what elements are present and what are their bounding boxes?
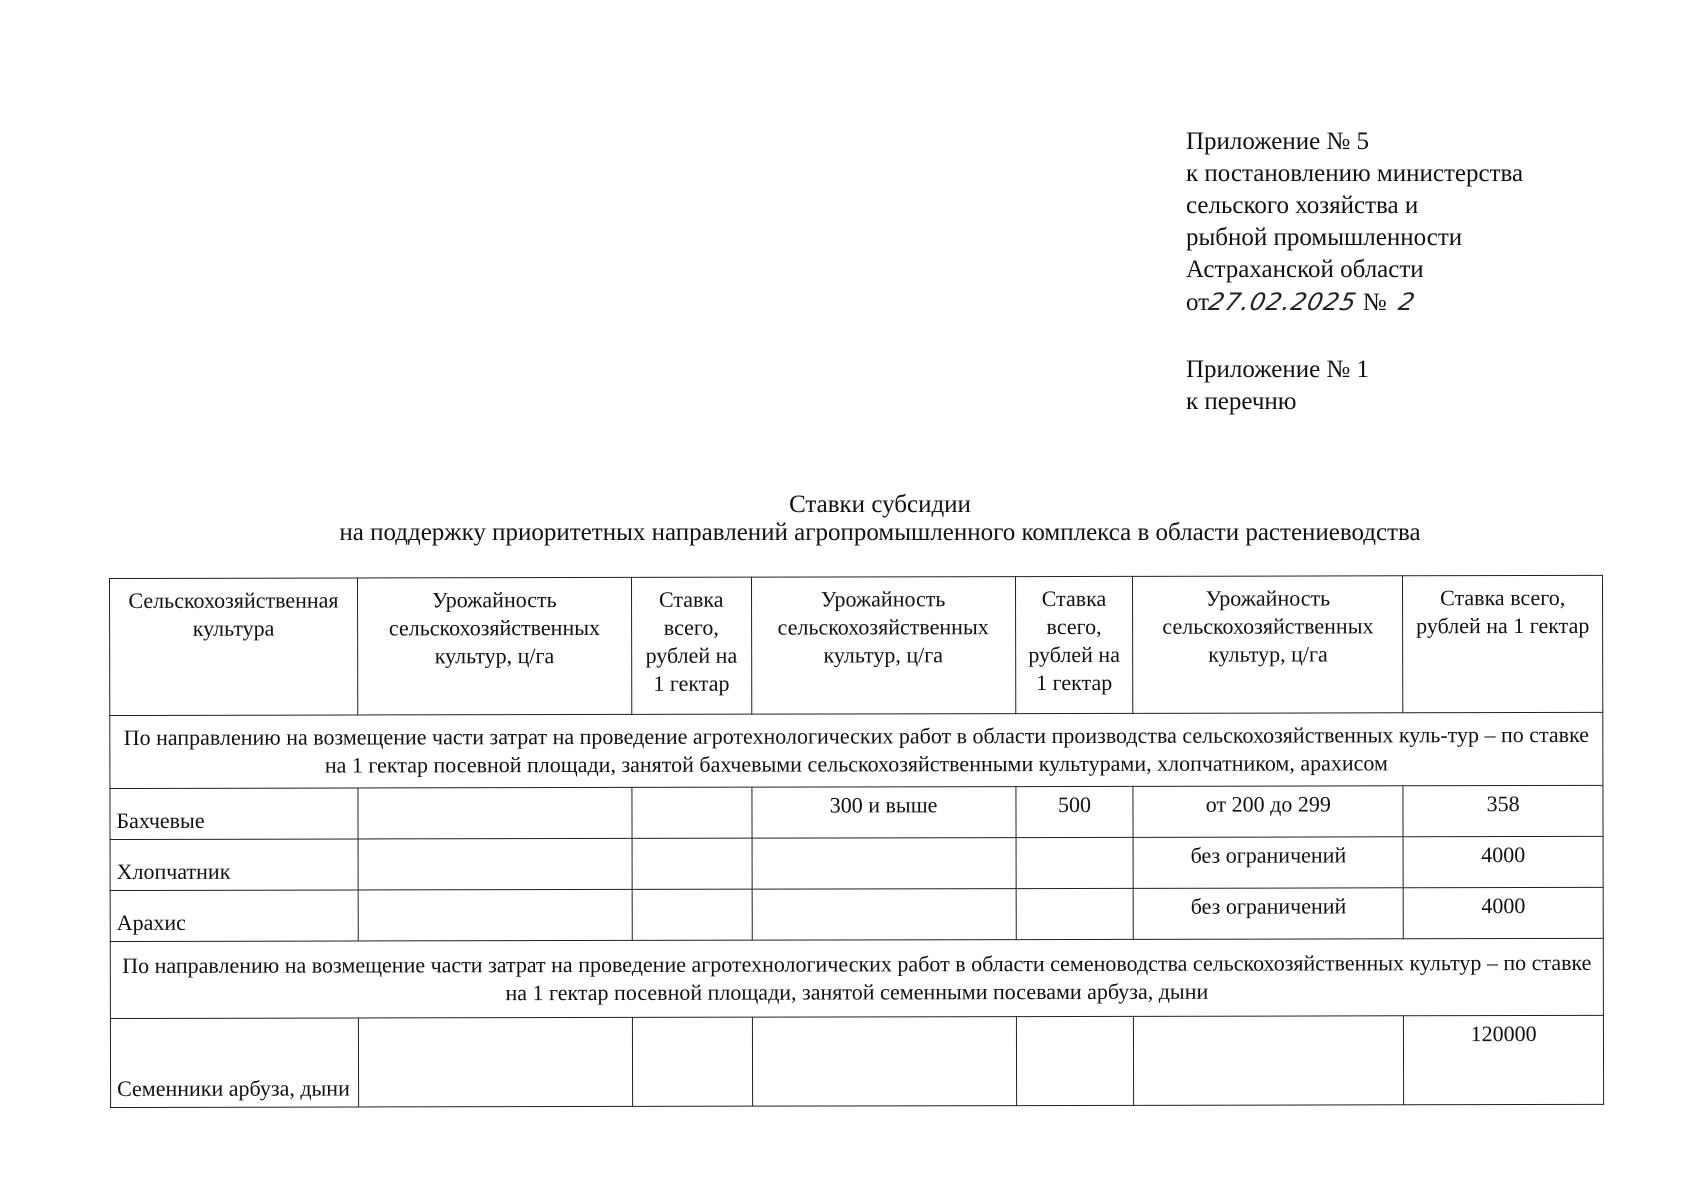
table-cell: от 200 до 299 [1133, 786, 1403, 838]
appendix-header [1186, 126, 1523, 319]
section-row [110, 938, 1603, 1018]
subsidy-rates-table [109, 575, 1604, 1108]
handwritten-number: 2 [1396, 288, 1419, 316]
table-cell [632, 838, 752, 889]
column-header: Урожайность сельскохозяйственных культур, ц/га [357, 577, 631, 715]
table-cell: без ограничений [1134, 888, 1404, 940]
crop-name-cell: Бахчевые [110, 788, 358, 840]
section-row [110, 712, 1603, 788]
table-cell: 358 [1403, 785, 1603, 836]
table-cell [358, 838, 632, 890]
table-cell: 4000 [1403, 887, 1603, 938]
appendix-date-line [1186, 286, 1523, 319]
table-cell: 500 [1015, 786, 1133, 837]
table-row [110, 887, 1603, 941]
table-cell: 4000 [1403, 836, 1603, 887]
table-cell [1016, 837, 1134, 888]
document-subtitle: на поддержку приоритетных направлений агропромышленного комплекса в области растениеводства [339, 519, 1421, 546]
table-cell: 300 и выше [752, 787, 1016, 839]
table-row [110, 836, 1603, 890]
table-cell [632, 1017, 752, 1106]
table-cell [358, 889, 632, 941]
appendix-line: Астраханской области [1186, 256, 1424, 283]
column-header: Сельскохозяйственная культура [110, 578, 358, 716]
crop-name-cell: Хлопчатник [110, 839, 358, 891]
table-cell [632, 889, 752, 940]
appendix-line: Приложение № 1 [1186, 356, 1370, 383]
handwritten-date: 27.02.2025 [1206, 288, 1360, 316]
table-cell [632, 787, 752, 838]
column-header: Ставка всего, рублей на 1 гектар [1403, 575, 1603, 712]
table-cell [1016, 888, 1134, 939]
table-cell [1134, 1016, 1404, 1106]
appendix-line: Приложение № 5 [1186, 128, 1370, 155]
date-prefix: от [1186, 289, 1210, 316]
section-heading: По направлению на возмещение части затрат на проведение агротехнологических работ в области семеноводства сельскохозяйственных культур – по ставке на 1 гектар посевной площади, занятой семенными посевами арбуза, дыни [110, 938, 1603, 1018]
crop-name-cell: Семенники арбуза, дыни [110, 1018, 358, 1108]
section-heading: По направлению на возмещение части затрат на проведение агротехнологических работ в области производства сельскохозяйственных куль-тур – по ставке на 1 гектар посевной площади, занятой бахчевыми сельскохозяйственными культурами, хлопчатником, арахисом [110, 712, 1603, 788]
appendix-line: к перечню [1186, 388, 1297, 415]
table-header-row [110, 575, 1603, 715]
table-row [110, 785, 1603, 839]
table-row [110, 1015, 1603, 1107]
table-cell [358, 787, 632, 839]
document-title: Ставки субсидии [789, 491, 971, 518]
appendix-line: сельского хозяйства и [1186, 192, 1419, 219]
table-cell [358, 1017, 632, 1107]
table-cell [752, 1017, 1016, 1107]
appendix-subheader [1186, 354, 1369, 418]
column-header: Ставка всего, рублей на 1 гектар [631, 577, 751, 714]
column-header: Урожайность сельскохозяйственных культур, ц/га [1133, 576, 1403, 714]
table-cell [752, 889, 1016, 941]
number-label: № [1362, 289, 1387, 316]
appendix-line: рыбной промышленности [1186, 224, 1463, 251]
table-cell: без ограничений [1133, 837, 1403, 889]
table-cell: 120000 [1404, 1015, 1604, 1104]
appendix-line: к постановлению министерства [1186, 160, 1524, 187]
table-cell [752, 838, 1016, 890]
column-header: Ставка всего, рублей на 1 гектар [1015, 576, 1133, 713]
table-cell [1016, 1016, 1134, 1105]
crop-name-cell: Арахис [110, 890, 358, 942]
column-header: Урожайность сельскохозяйственных культур, ц/га [751, 577, 1015, 715]
